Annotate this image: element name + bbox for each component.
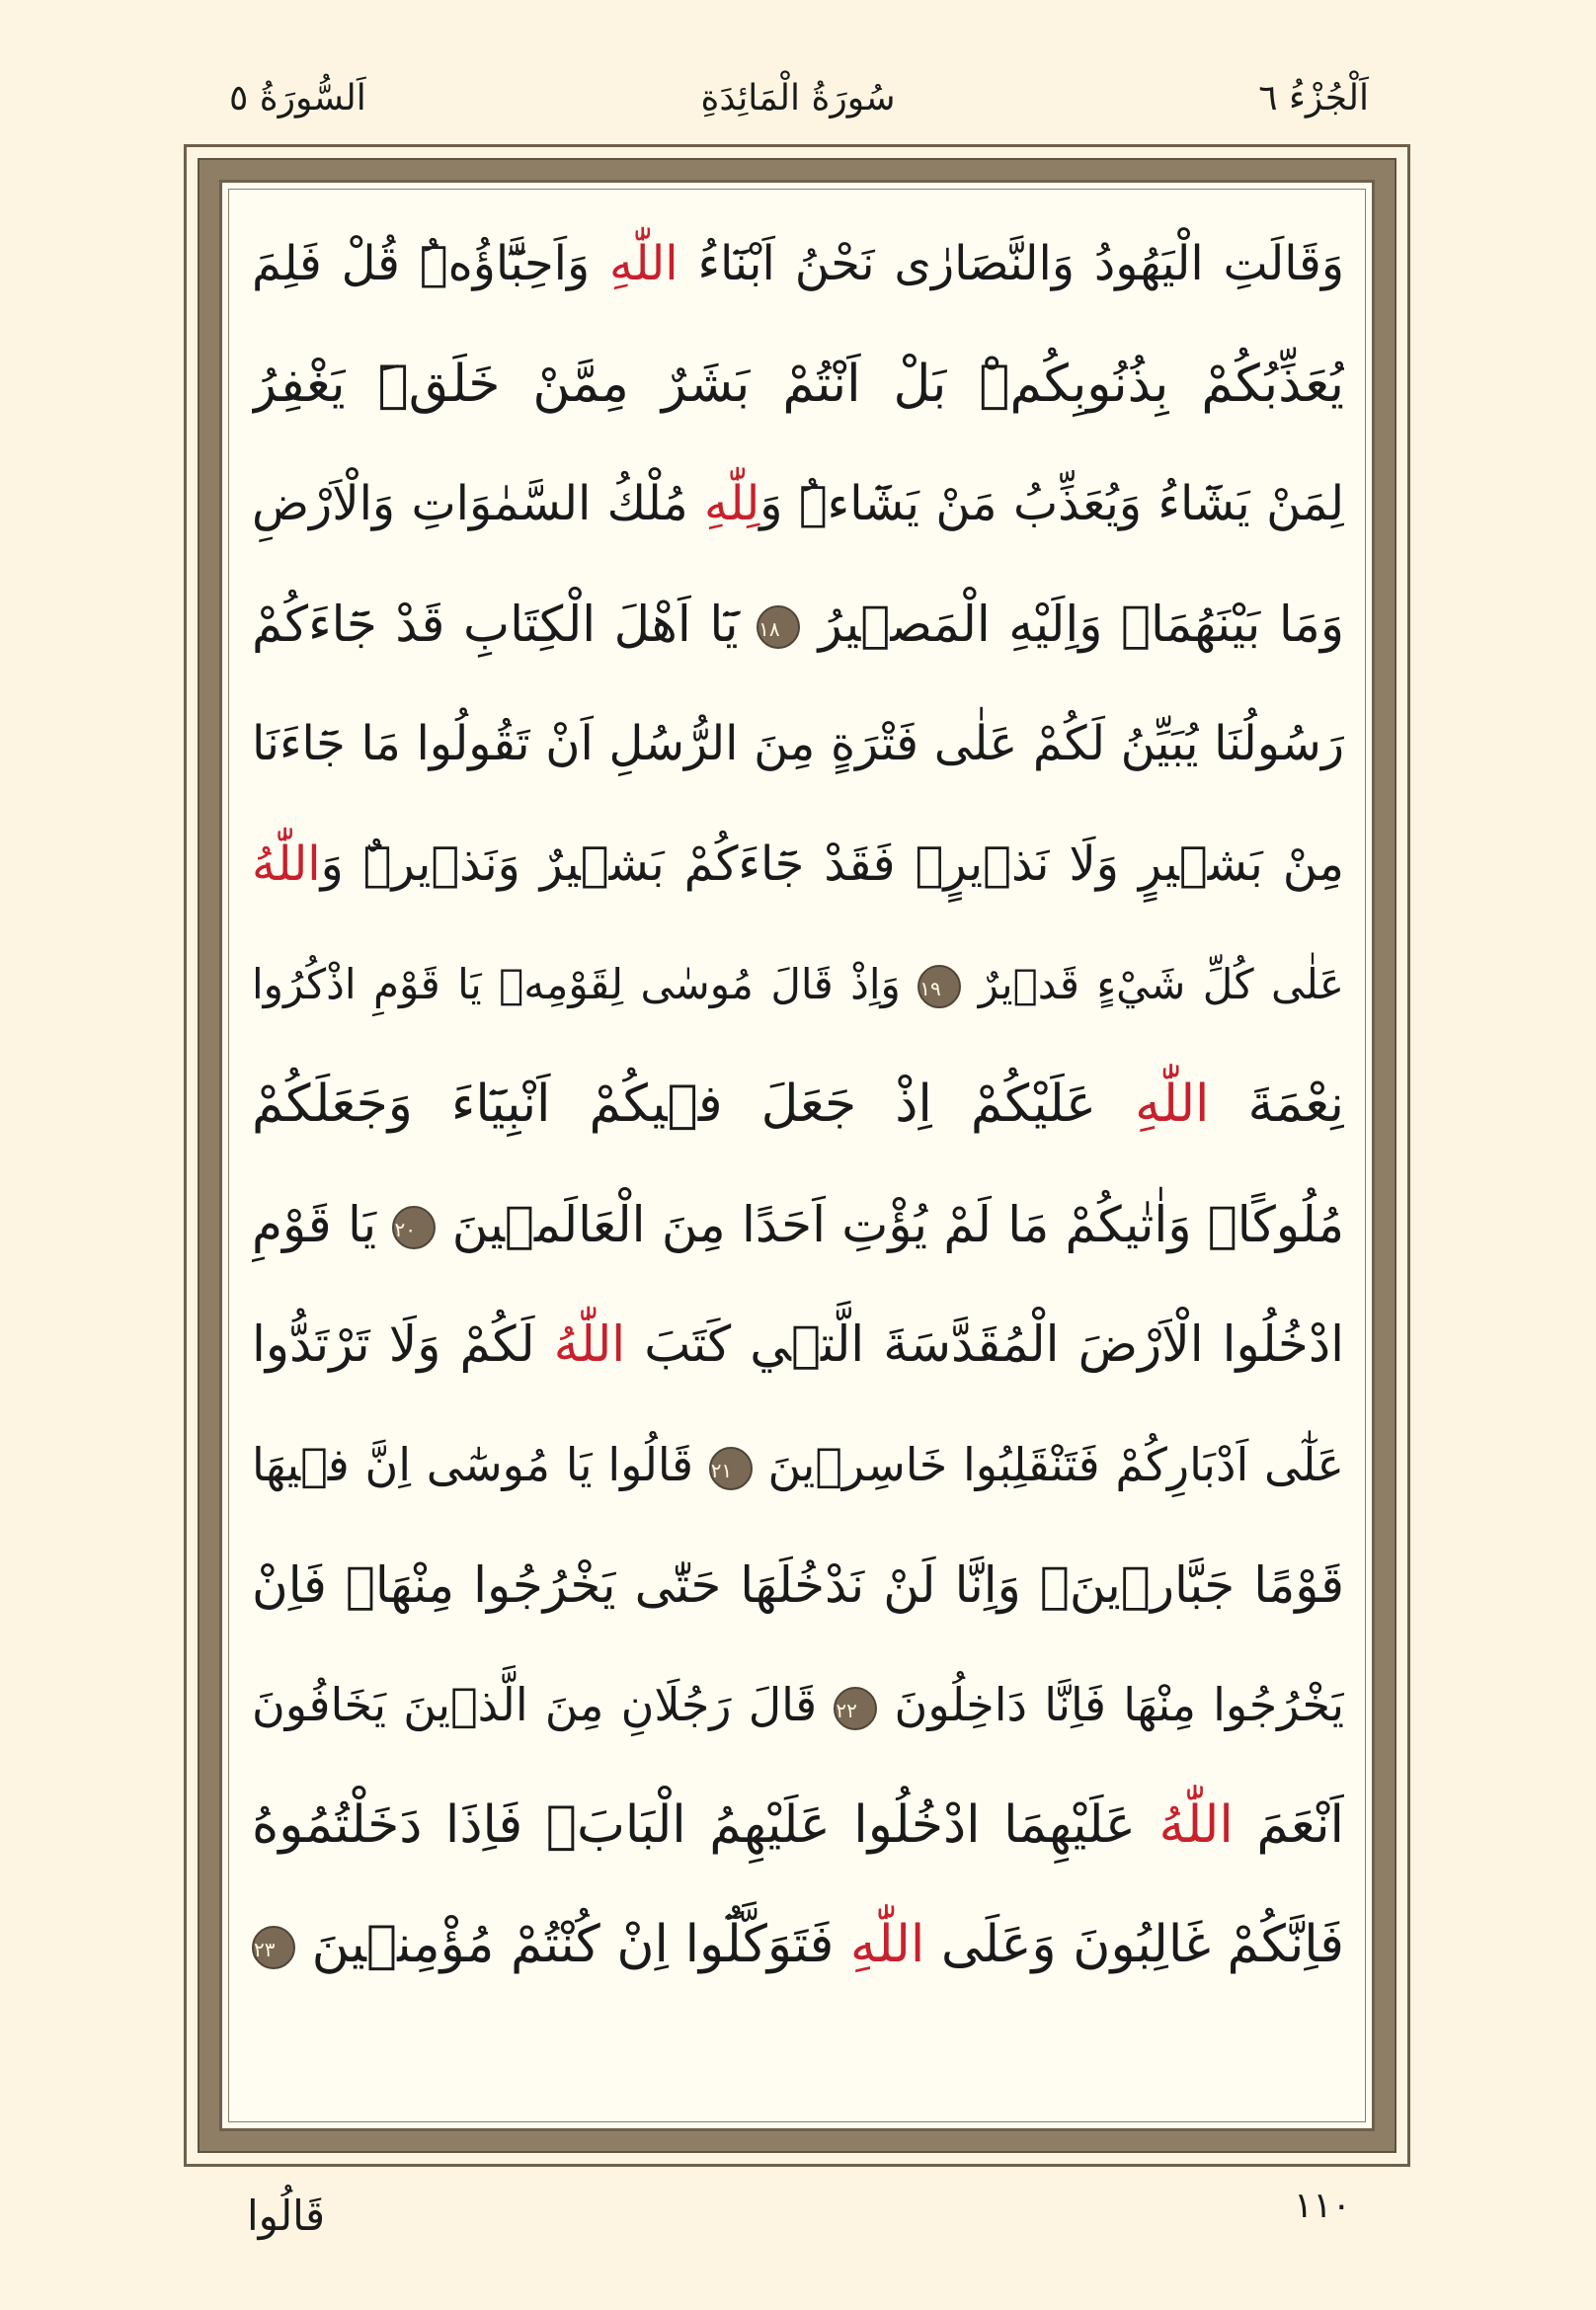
text-line bbox=[252, 1300, 1344, 1389]
verse-text: عَلٰٓى اَدْبَارِكُمْ فَتَنْقَلِبُوا خَاسِر۪ينَ bbox=[752, 1438, 1344, 1491]
ayah-number-marker: ٢٢ bbox=[834, 1687, 877, 1730]
ayah-number-marker: ٢١ bbox=[709, 1447, 753, 1490]
verse-text: لَكُمْ وَلَا تَرْتَدُّوا bbox=[252, 1315, 554, 1374]
surah-number-label: اَلسُّورَةُ ٥ bbox=[229, 78, 366, 119]
verse-text: عَلٰى كُلِّ شَيْءٍ قَد۪يرٌ bbox=[961, 959, 1344, 1008]
divine-name-highlight: اللّٰهِ bbox=[849, 1915, 925, 1975]
surah-title: سُورَةُ الْمَائِدَةِ bbox=[700, 78, 896, 119]
verse-text: وَاِذْ قَالَ مُوسٰى لِقَوْمِه۪ يَا قَوْمِ اذْكُرُوا bbox=[252, 959, 918, 1008]
text-line bbox=[252, 1781, 1344, 1870]
verse-text: مُلْكُ السَّمٰوَاتِ وَالْاَرْضِ bbox=[252, 476, 705, 532]
verse-text: مِنْ بَش۪يرٍ وَلَا نَذ۪يرٍۘ فَقَدْ جَٓاءَكُمْ بَش۪يرٌ وَنَذ۪يرٌۜ وَ bbox=[320, 836, 1344, 892]
text-line bbox=[252, 1660, 1344, 1749]
text-line bbox=[252, 820, 1344, 909]
text-line bbox=[252, 1900, 1344, 1989]
ayah-number-marker: ٢٠ bbox=[392, 1206, 436, 1249]
divine-name-highlight: اللّٰهُ bbox=[252, 836, 321, 892]
divine-name-highlight: اللّٰهِ bbox=[1135, 1075, 1210, 1135]
verse-text: يَا قَوْمِ bbox=[252, 1195, 393, 1253]
divine-name-highlight: اللّٰهِ bbox=[609, 236, 678, 291]
verse-text: يَخْرُجُوا مِنْهَا فَاِنَّا دَاخِلُونَ bbox=[877, 1678, 1344, 1732]
verse-text: قَالَ رَجُلَانِ مِنَ الَّذ۪ينَ يَخَافُونَ bbox=[252, 1678, 835, 1732]
catchword: قَالُوا bbox=[247, 2191, 326, 2240]
verse-text: عَلَيْكُمْ اِذْ جَعَلَ ف۪يكُمْ اَنْبِيَٓاءَ وَجَعَلَكُمْ bbox=[252, 1075, 1136, 1135]
divine-name-highlight: اللّٰهُ bbox=[553, 1315, 626, 1374]
text-line bbox=[252, 940, 1344, 1029]
text-line bbox=[252, 219, 1344, 308]
verse-text: مُلُوكًاۗ وَاٰتٰيكُمْ مَا لَمْ يُؤْتِ اَحَدًا مِنَ الْعَالَم۪ينَ bbox=[436, 1195, 1344, 1253]
text-line bbox=[252, 1060, 1344, 1149]
juz-label: اَلْجُزْءُ ٦ bbox=[1258, 78, 1369, 119]
verse-text: قَالُوا يَا مُوسٰٓى اِنَّ ف۪يهَا bbox=[252, 1438, 709, 1491]
verse-text: وَاَحِبَّٓاؤُهُۜ قُلْ فَلِمَ bbox=[252, 236, 610, 291]
ayah-number-marker: ١٨ bbox=[757, 605, 800, 649]
text-line bbox=[252, 580, 1344, 669]
text-line bbox=[252, 459, 1344, 548]
verse-text: رَسُولُنَا يُبَيِّنُ لَكُمْ عَلٰى فَتْرَةٍ مِنَ الرُّسُلِ اَنْ تَقُولُوا مَا جَٓاءَنَا bbox=[252, 716, 1344, 772]
verse-text: قَوْمًا جَبَّار۪ينَۗ وَاِنَّا لَنْ نَدْخُلَهَا حَتّٰى يَخْرُجُوا مِنْهَاۚ فَاِنْ bbox=[252, 1555, 1344, 1614]
divine-name-highlight: لِلّٰهِ bbox=[704, 476, 760, 532]
ayah-number-marker: ١٩ bbox=[918, 965, 961, 1008]
text-line bbox=[252, 1541, 1344, 1630]
verse-text: ادْخُلُوا الْاَرْضَ الْمُقَدَّسَةَ الَّت۪ي كَتَبَ bbox=[625, 1315, 1344, 1374]
verse-text: نِعْمَةَ bbox=[1209, 1075, 1344, 1135]
verse-text: لِمَنْ يَشَٓاءُ وَيُعَذِّبُ مَنْ يَشَٓاءُۜ وَ bbox=[759, 476, 1344, 532]
ayah-number-marker: ٢٣ bbox=[252, 1926, 295, 1969]
verse-text: فَاِنَّكُمْ غَالِبُونَ وَعَلَى bbox=[924, 1915, 1344, 1975]
verse-text: عَلَيْهِمَا ادْخُلُوا عَلَيْهِمُ الْبَابَۚ فَاِذَا دَخَلْتُمُوهُ bbox=[252, 1794, 1159, 1855]
divine-name-highlight: اللّٰهُ bbox=[1158, 1794, 1234, 1855]
verse-text: يُعَذِّبُكُمْ بِذُنُوبِكُمْۜ بَلْ اَنْتُمْ بَشَرٌ مِمَّنْ خَلَقَۜ يَغْفِرُ bbox=[252, 354, 1344, 414]
verse-text: اَنْعَمَ bbox=[1233, 1794, 1344, 1855]
verse-text: يَٓا اَهْلَ الْكِتَابِ قَدْ جَٓاءَكُمْ bbox=[252, 595, 758, 653]
page-number: ١١٠ bbox=[1294, 2186, 1352, 2226]
text-line bbox=[252, 699, 1344, 788]
verse-text: فَتَوَكَّلُٓوا اِنْ كُنْتُمْ مُؤْمِن۪ينَ bbox=[295, 1915, 850, 1975]
text-line bbox=[252, 1180, 1344, 1269]
text-line bbox=[252, 1420, 1344, 1509]
verse-text: وَمَا بَيْنَهُمَاۘ وَاِلَيْهِ الْمَص۪يرُ bbox=[800, 595, 1344, 653]
verse-text: وَقَالَتِ الْيَهُودُ وَالنَّصَارٰى نَحْنُ اَبْنَٓاءُ bbox=[678, 236, 1344, 291]
text-line bbox=[252, 340, 1344, 429]
